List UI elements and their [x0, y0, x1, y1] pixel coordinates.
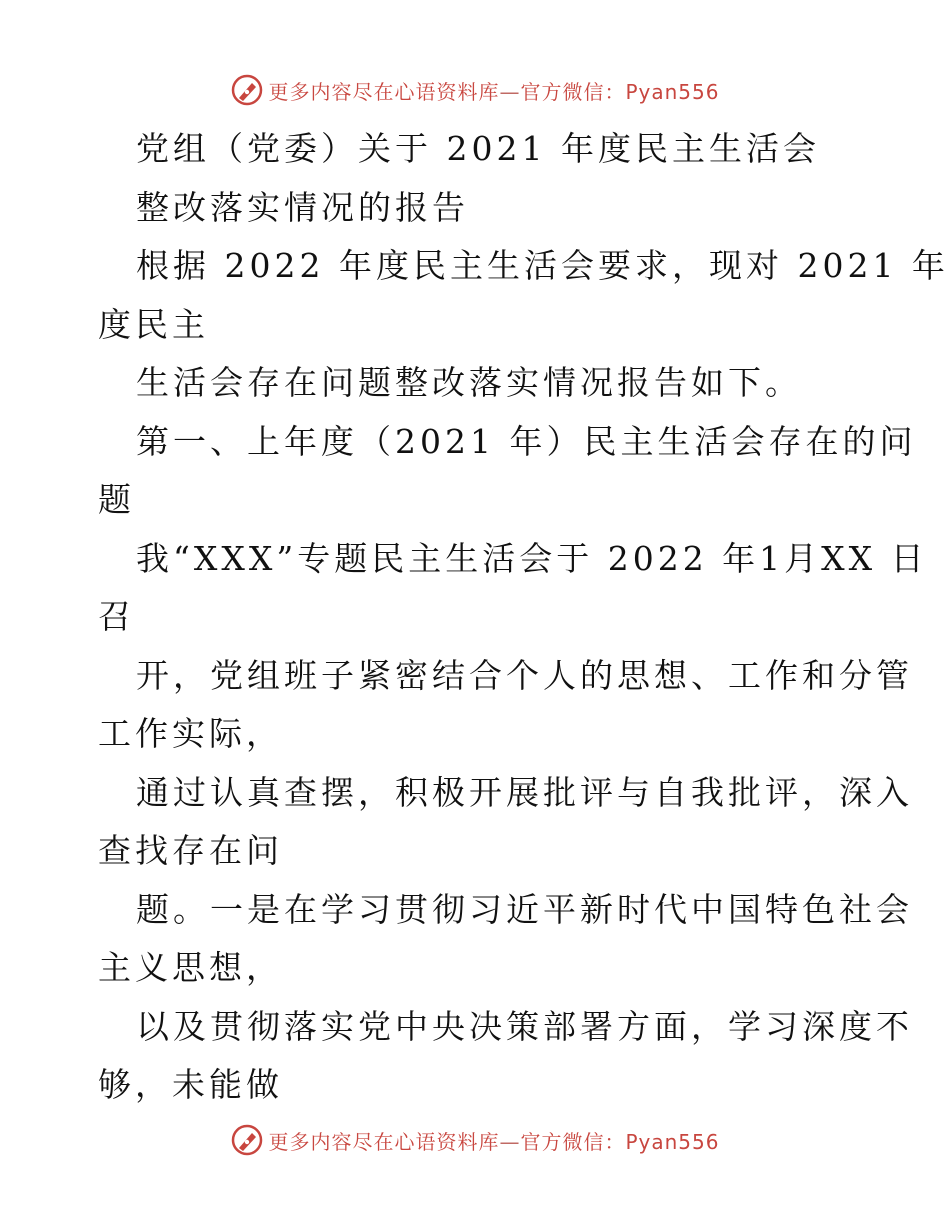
- paragraph-line: 召: [98, 597, 135, 636]
- paragraph-line: 开，党组班子紧密结合个人的思想、工作和分管: [136, 655, 913, 695]
- document-title-line: 整改落实情况的报告: [136, 187, 469, 227]
- watermark-footer: [0, 1120, 950, 1160]
- paragraph-line: 根据 2022 年度民主生活会要求，现对 2021 年: [136, 246, 949, 285]
- paragraph-line: 主义思想，: [98, 948, 283, 987]
- paragraph-line: 我“XXX”专题民主生活会于 2022 年1月XX 日: [136, 538, 928, 578]
- pen-nib-circle-icon: [230, 1123, 264, 1157]
- paragraph-line: 够，未能做: [98, 1065, 283, 1104]
- paragraph-line: 以及贯彻落实党中央决策部署方面，学习深度不: [136, 1006, 913, 1046]
- watermark-text: 更多内容尽在心语资料库—官方微信：Pyan556: [268, 1129, 720, 1154]
- pen-nib-circle-icon: [230, 73, 264, 107]
- watermark-header: [0, 70, 950, 110]
- document-body: [98, 120, 949, 1115]
- section-heading-line: 第一、上年度（2021 年）民主生活会存在的问: [136, 421, 917, 461]
- paragraph-line: 度民主: [98, 304, 209, 344]
- section-heading-line: 题: [98, 480, 135, 519]
- paragraph-line: 工作实际，: [98, 714, 283, 753]
- paragraph-line: 查找存在问: [98, 831, 283, 870]
- paragraph-line: 通过认真查摆，积极开展批评与自我批评，深入: [136, 772, 913, 812]
- watermark-text: 更多内容尽在心语资料库—官方微信：Pyan556: [268, 79, 720, 104]
- paragraph-line: 题。一是在学习贯彻习近平新时代中国特色社会: [136, 889, 913, 929]
- paragraph-line: 生活会存在问题整改落实情况报告如下。: [136, 363, 802, 402]
- document-title-line: 党组（党委）关于 2021 年度民主生活会: [136, 129, 820, 168]
